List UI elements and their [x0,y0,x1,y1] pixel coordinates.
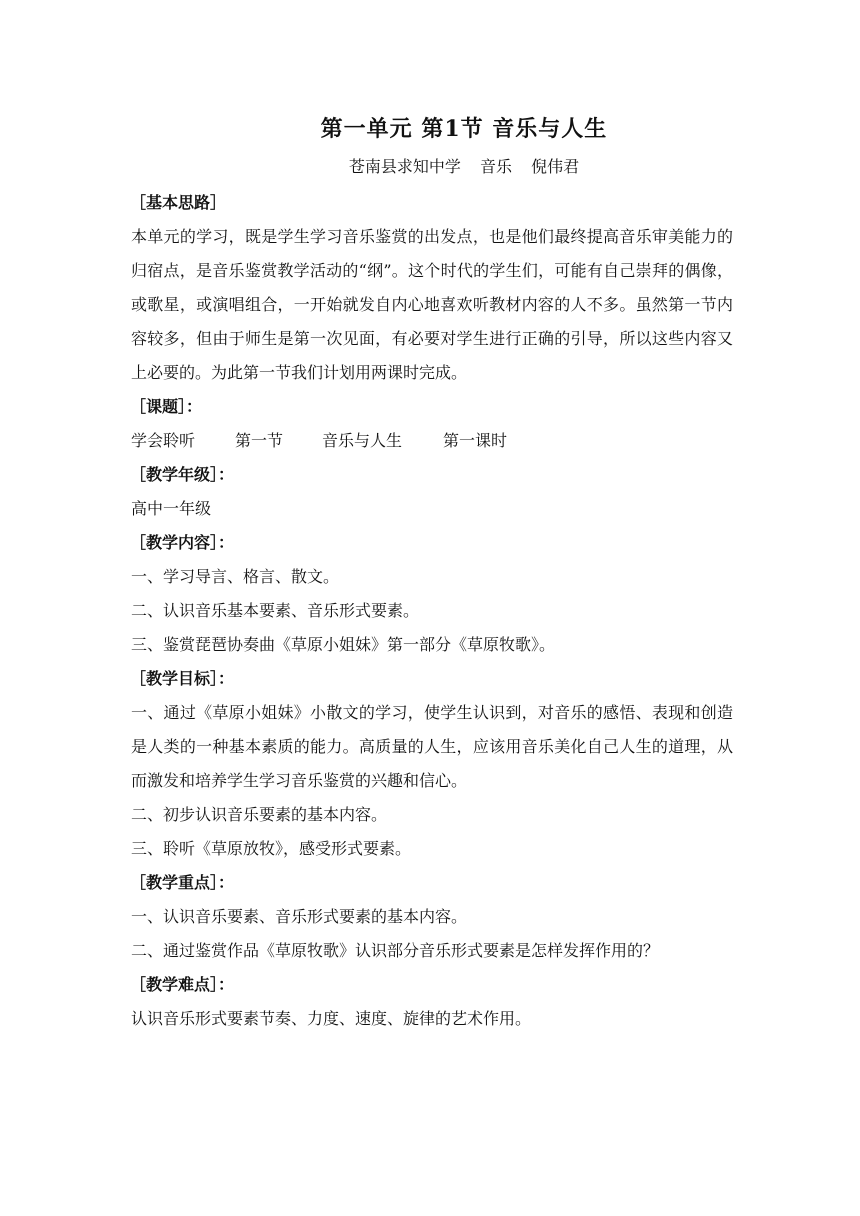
document-body [131,186,733,1036]
author-teacher: 倪伟君 [531,157,580,176]
section-heading-difficulty: ［教学难点］： [130,975,235,994]
key-item: 一、认识音乐要素、音乐形式要素的基本内容。 [131,907,468,926]
topic-item: 第一课时 [443,431,508,450]
idea-paragraph: 本单元的学习，既是学生学习音乐鉴赏的出发点，也是他们最终提高音乐审美能力的归宿点，是音乐鉴赏教学活动的“纲”。这个时代的学生们，可能有自己崇拜的偶像，或歌星，或演唱组合，一开始就发自内心地喜欢听教材内容的人不多。虽然第一节内容较多，但由于师生是第一次见面，有必要对学生进行正确的引导，所以这些内容又上必要的。为此第一节我们计划用两课时完成。 [131,227,733,382]
goal-item: 三、聆听《草原放牧》，感受形式要素。 [131,839,412,858]
section-heading-grade: ［教学年级］： [130,465,235,484]
topic-item: 音乐与人生 [322,431,403,450]
section-heading-content: ［教学内容］： [130,533,235,552]
topic-item: 学会聆听 [131,431,196,450]
author-line [0,154,860,177]
difficulty-text: 认识音乐形式要素节奏、力度、速度、旋律的艺术作用。 [131,1009,532,1028]
content-item: 一、学习导言、格言、散文。 [131,567,340,586]
topic-item: 第一节 [235,431,284,450]
author-subject: 音乐 [479,157,512,176]
content-item: 三、鉴赏琵琶协奏曲《草原小姐妹》第一部分《草原牧歌》。 [131,635,556,654]
section-heading-key: ［教学重点］： [130,873,235,892]
section-heading-goals: ［教学目标］： [130,669,235,688]
grade-text: 高中一年级 [131,499,212,518]
author-school: 苍南县求知中学 [348,157,461,176]
key-item: 二、通过鉴赏作品《草原牧歌》认识部分音乐形式要素是怎样发挥作用的？ [131,941,660,960]
section-heading-idea: ［基本思路］ [130,193,227,212]
document-title: 第一单元 第1节 音乐与人生 [320,116,608,142]
goal-item: 二、初步认识音乐要素的基本内容。 [131,805,388,824]
content-item: 二、认识音乐基本要素、音乐形式要素。 [131,601,420,620]
section-heading-topic: ［课题］： [130,397,203,416]
goal-item: 一、通过《草原小姐妹》小散文的学习，使学生认识到，对音乐的感悟、表现和创造是人类的一种基本素质的能力。高质量的人生，应该用音乐美化自己人生的道理，从而激发和培养学生学习音乐鉴赏的兴趣和信心。 [131,703,733,790]
topic-line [131,424,733,458]
